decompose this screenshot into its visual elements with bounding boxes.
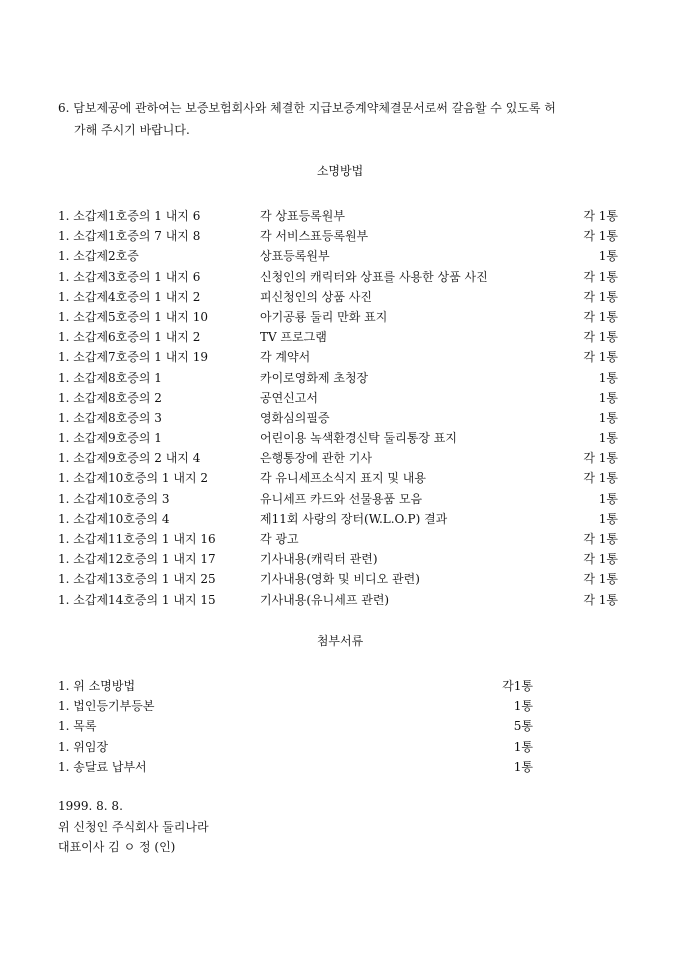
paragraph-line-2: 가해 주시기 바랍니다. [74, 123, 190, 137]
evidence-quantity: 1통 [598, 431, 618, 446]
evidence-quantity: 1통 [598, 390, 618, 405]
evidence-number: 1. 소갑제7호증의 1 내지 19 [58, 350, 208, 365]
evidence-quantity: 각 1통 [583, 309, 618, 324]
evidence-row [58, 267, 618, 287]
evidence-description: 기사내용(유니세프 관련) [260, 592, 390, 607]
attachment-row [58, 696, 533, 716]
evidence-row [58, 590, 618, 610]
evidence-row [58, 448, 618, 468]
attachment-quantity: 5통 [513, 719, 533, 734]
document-date: 1999. 8. 8. [58, 799, 123, 813]
evidence-row [58, 226, 618, 246]
evidence-row [58, 428, 618, 448]
evidence-quantity: 각 1통 [583, 532, 618, 546]
attachments-list [58, 676, 533, 777]
evidence-description: 각 유니세프소식지 표지 및 내용 [260, 471, 426, 486]
evidence-row [58, 468, 618, 488]
evidence-quantity: 각 1통 [583, 592, 618, 607]
applicant-line: 위 신청인 주식회사 둘리나라 [58, 819, 209, 834]
evidence-row [58, 368, 618, 388]
evidence-row [58, 509, 618, 529]
attachment-quantity: 1통 [513, 759, 533, 774]
evidence-number: 1. 소갑제14호증의 1 내지 15 [58, 592, 216, 607]
evidence-number: 1. 소갑제2호증 [58, 249, 139, 264]
evidence-quantity: 각 1통 [583, 471, 618, 486]
evidence-description: 각 계약서 [260, 350, 311, 365]
evidence-row [58, 327, 618, 347]
evidence-number: 1. 소갑제8호증의 2 [58, 390, 162, 405]
evidence-number: 1. 소갑제3호증의 1 내지 6 [58, 269, 201, 284]
evidence-list [58, 206, 618, 610]
attachment-name: 1. 법인등기부등본 [58, 699, 155, 714]
evidence-row [58, 569, 618, 589]
evidence-quantity: 각 1통 [583, 572, 618, 587]
evidence-quantity: 1통 [598, 370, 618, 385]
evidence-number: 1. 소갑제5호증의 1 내지 10 [58, 309, 208, 324]
evidence-description: 공연신고서 [260, 390, 318, 405]
evidence-number: 1. 소갑제8호증의 3 [58, 410, 162, 425]
evidence-number: 1. 소갑제4호증의 1 내지 2 [58, 289, 201, 304]
attachment-row [58, 737, 533, 757]
evidence-number: 1. 소갑제8호증의 1 [58, 370, 162, 385]
evidence-number: 1. 소갑제1호증의 7 내지 8 [58, 229, 201, 244]
evidence-quantity: 각 1통 [583, 552, 618, 567]
evidence-number: 1. 소갑제10호증의 1 내지 2 [58, 471, 208, 486]
evidence-number: 1. 소갑제6호증의 1 내지 2 [58, 330, 201, 345]
collateral-paragraph [58, 97, 638, 141]
evidence-number: 1. 소갑제12호증의 1 내지 17 [58, 552, 216, 567]
evidence-row [58, 287, 618, 307]
attachments-heading: 첨부서류 [316, 634, 364, 648]
evidence-description: 카이로영화제 초청장 [260, 370, 369, 385]
evidence-quantity: 1통 [598, 249, 618, 264]
attachment-row [58, 716, 533, 736]
evidence-description: 유니세프 카드와 선물용품 모음 [260, 491, 423, 506]
evidence-description: TV 프로그램 [260, 330, 327, 345]
evidence-row [58, 489, 618, 509]
attachment-name: 1. 목록 [58, 719, 97, 734]
evidence-description: 아기공룡 둘리 만화 표지 [260, 309, 388, 324]
evidence-description: 기사내용(캐릭터 관련) [260, 552, 378, 567]
evidence-description: 기사내용(영화 및 비디오 관련) [260, 572, 420, 587]
evidence-number: 1. 소갑제11호증의 1 내지 16 [58, 532, 216, 546]
attachment-name: 1. 송달료 납부서 [58, 759, 147, 774]
evidence-number: 1. 소갑제10호증의 3 [58, 491, 170, 506]
evidence-row [58, 549, 618, 569]
attachment-name: 1. 위 소명방법 [58, 679, 136, 693]
attachment-quantity: 1통 [513, 699, 533, 714]
evidence-quantity: 1통 [598, 410, 618, 425]
evidence-number: 1. 소갑제9호증의 2 내지 4 [58, 451, 201, 466]
evidence-row [58, 529, 618, 549]
evidence-row [58, 307, 618, 327]
evidence-description: 어린이용 녹색환경신탁 둘리통장 표지 [260, 431, 457, 446]
signature-block [58, 796, 209, 858]
evidence-quantity: 각 1통 [583, 451, 618, 466]
evidence-row [58, 408, 618, 428]
evidence-description: 각 광고 [260, 532, 299, 546]
evidence-row [58, 388, 618, 408]
evidence-quantity: 각 1통 [583, 209, 618, 223]
evidence-number: 1. 소갑제1호증의 1 내지 6 [58, 209, 201, 223]
evidence-quantity: 각 1통 [583, 269, 618, 284]
evidence-description: 각 서비스표등록원부 [260, 229, 369, 244]
evidence-description: 피신청인의 상품 사진 [260, 289, 372, 304]
evidence-description: 각 상표등록원부 [260, 209, 345, 223]
evidence-quantity: 각 1통 [583, 330, 618, 345]
evidence-quantity: 각 1통 [583, 289, 618, 304]
attachment-quantity: 1통 [513, 739, 533, 754]
evidence-row [58, 206, 618, 226]
attachment-row [58, 757, 533, 777]
evidence-description: 상표등록원부 [260, 249, 330, 264]
evidence-heading: 소명방법 [316, 164, 364, 178]
evidence-quantity: 각 1통 [583, 350, 618, 365]
evidence-quantity: 1통 [598, 491, 618, 506]
representative-line: 대표이사 김 ㅇ 정 (인) [58, 840, 176, 854]
evidence-row [58, 347, 618, 367]
evidence-number: 1. 소갑제13호증의 1 내지 25 [58, 572, 216, 587]
evidence-quantity: 1통 [598, 511, 618, 526]
evidence-description: 신청인의 캐릭터와 상표를 사용한 상품 사진 [260, 269, 488, 284]
evidence-description: 은행통장에 관한 기사 [260, 451, 372, 466]
attachment-quantity: 각1통 [502, 679, 533, 693]
evidence-row [58, 246, 618, 266]
attachment-name: 1. 위임장 [58, 739, 109, 754]
evidence-number: 1. 소갑제10호증의 4 [58, 511, 170, 526]
paragraph-line-1: 6. 담보제공에 관하여는 보증보험회사와 체결한 지급보증계약체결문서로써 갈음할 수 있도록 허 [58, 101, 556, 115]
evidence-quantity: 각 1통 [583, 229, 618, 244]
attachment-row [58, 676, 533, 696]
evidence-description: 영화심의필증 [260, 410, 330, 425]
evidence-description: 제11회 사랑의 장터(W.L.O.P) 결과 [260, 511, 448, 526]
evidence-number: 1. 소갑제9호증의 1 [58, 431, 162, 446]
